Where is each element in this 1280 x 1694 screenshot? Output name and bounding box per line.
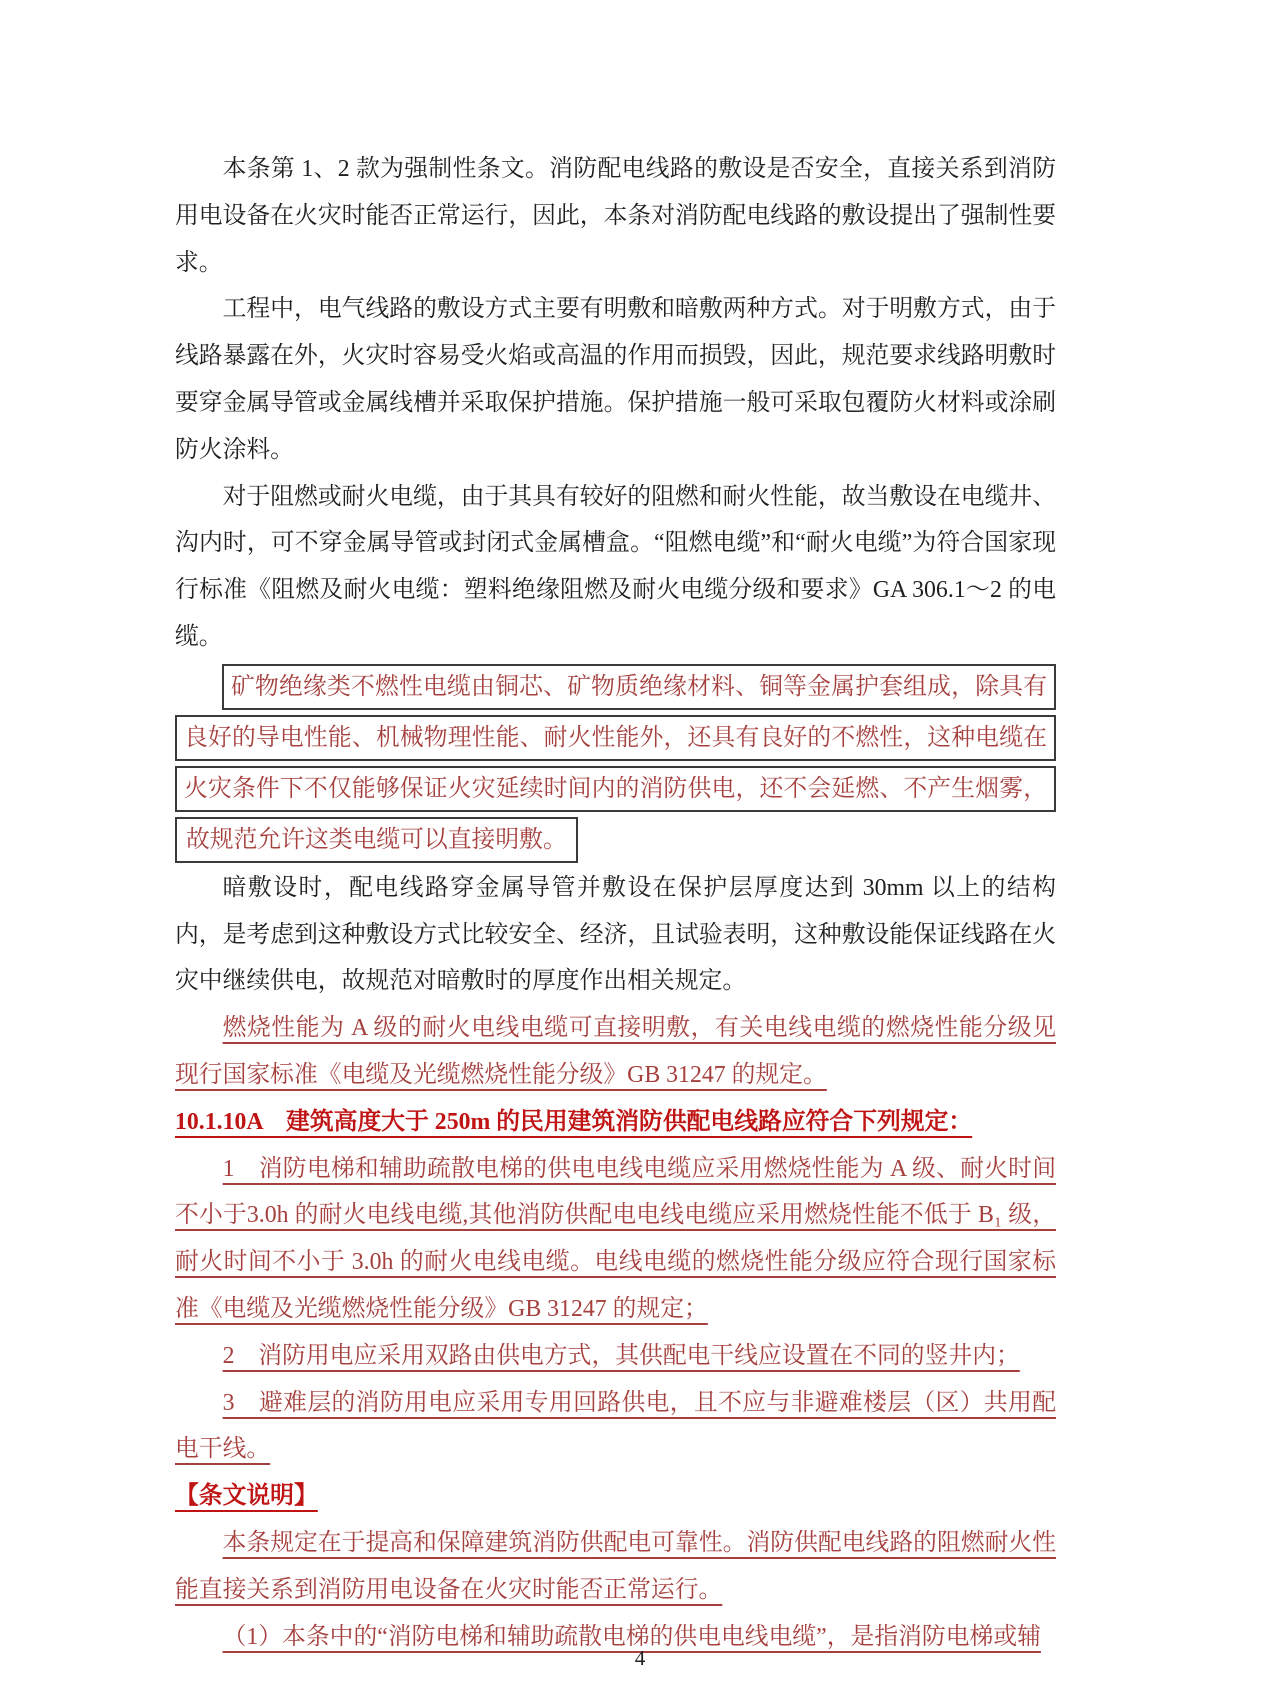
clause-item-3: 3 避难层的消防用电应采用专用回路供电，且不应与非避难楼层（区）共用配电干线。 (175, 1389, 1056, 1463)
paragraph-laying-methods: 工程中，电气线路的敷设方式主要有明敷和暗敷两种方式。对于明敷方式，由于线路暴露在外，火灾时容易受火焰或高温的作用而损毁，因此，规范要求线路明敷时要穿金属导管或金属线槽并采取保护措施。保护措施一般可采取包覆防火材料或涂刷防火涂料。 (175, 296, 1056, 463)
document-content (175, 146, 1056, 1660)
explanation-paragraph-1: 本条规定在于提高和保障建筑消防供配电可靠性。消防供配电线路的阻燃耐火性能直接关系到消防用电设备在火灾时能否正常运行。 (175, 1529, 1056, 1603)
paragraph-class-a-note: 燃烧性能为 A 级的耐火电线电缆可直接明敷，有关电线电缆的燃烧性能分级见现行国家标准《电缆及光缆燃烧性能分级》GB 31247 的规定。 (175, 1015, 1056, 1088)
boxed-annotation-line: 火灾条件下不仅能够保证火灾延续时间内的消防供电，还不会延燃、不产生烟雾， (175, 766, 1056, 812)
boxed-annotation-line: 故规范允许这类电缆可以直接明敷。 (175, 817, 578, 863)
page-number: 4 (634, 1646, 646, 1670)
paragraph-flame-retardant-cable: 对于阻燃或耐火电缆，由于其具有较好的阻燃和耐火性能，故当敷设在电缆井、沟内时，可不穿金属导管或封闭式金属槽盒。“阻燃电缆”和“耐火电缆”为符合国家现行标准《阻燃及耐火电缆：塑料绝缘阻燃及耐火电缆分级和要求》GA 306.1～2 的电缆。 (175, 483, 1056, 650)
clause-heading-10-1-10A: 10.1.10A 建筑高度大于 250m 的民用建筑消防供配电线路应符合下列规定： (175, 1108, 973, 1135)
paragraph-force-provision: 本条第 1、2 款为强制性条文。消防配电线路的敷设是否安全，直接关系到消防用电设备在火灾时能否正常运行，因此，本条对消防配电线路的敷设提出了强制性要求。 (175, 156, 1056, 276)
clause-item-2: 2 消防用电应采用双路由供电方式，其供配电干线应设置在不同的竖井内； (222, 1342, 1020, 1369)
boxed-annotation-line: 良好的导电性能、机械物理性能、耐火性能外，还具有良好的不燃性，这种电缆在 (175, 715, 1056, 761)
explanation-paragraph-2: （1）本条中的“消防电梯和辅助疏散电梯的供电电线电缆”，是指消防电梯或辅 (222, 1623, 1041, 1650)
boxed-annotation-group (175, 664, 1056, 863)
boxed-annotation-line: 矿物绝缘类不燃性电缆由铜芯、矿物质绝缘材料、铜等金属护套组成，除具有 (222, 664, 1056, 710)
explanation-heading: 【条文说明】 (175, 1483, 318, 1510)
paragraph-concealed-laying: 暗敷设时，配电线路穿金属导管并敷设在保护层厚度达到 30mm 以上的结构内，是考虑到这种敷设方式比较安全、经济，且试验表明，这种敷设能保证线路在火灾中继续供电，故规范对暗敷时的厚度作出相关规定。 (175, 874, 1056, 995)
clause-item-1: 1 消防电梯和辅助疏散电梯的供电电线电缆应采用燃烧性能为 A 级、耐火时间不小于3.0h 的耐火电线电缆,其他消防供配电电线电缆应采用燃烧性能不低于 B₁ 级，耐火时间不小于 3.0h 的耐火电线电缆。电线电缆的燃烧性能分级应符合现行国家标准《电缆及光缆燃烧性能分级》GB 31247 的规定； (175, 1155, 1056, 1322)
